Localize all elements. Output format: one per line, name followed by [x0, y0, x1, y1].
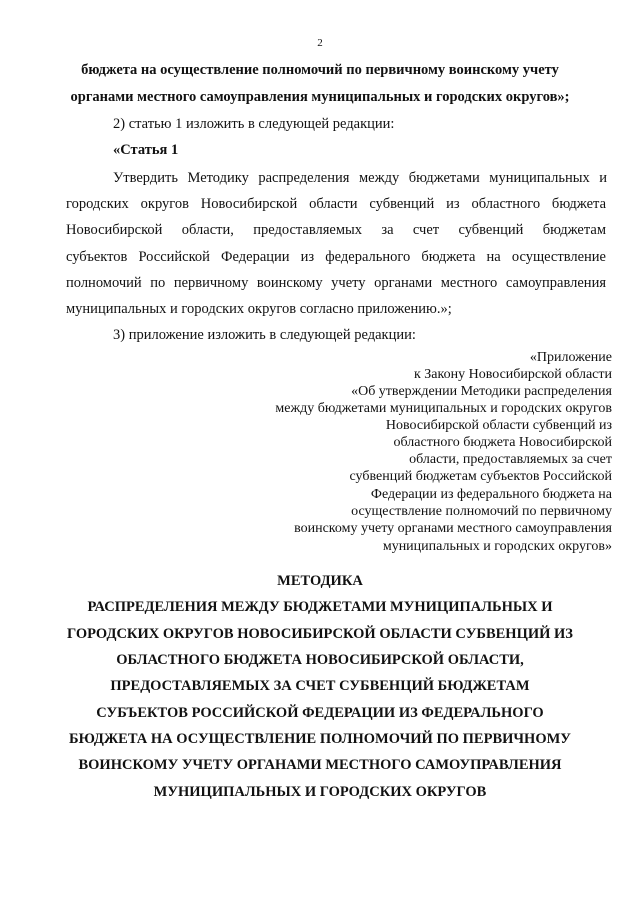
intro-line: органами местного самоуправления муниципальных и городских округов»; — [70, 89, 570, 105]
appendix-line: воинскому учету органами местного самоуправления — [294, 521, 612, 536]
method-subtitle-line: ПРЕДОСТАВЛЯЕМЫХ ЗА СЧЕТ СУБВЕНЦИЙ БЮДЖЕТАМ — [110, 678, 530, 694]
appendix-line: субвенций бюджетам субъектов Российской — [349, 469, 612, 484]
item-2-text: 2) статью 1 изложить в следующей редакции: — [113, 116, 395, 132]
appendix-line: областного бюджета Новосибирской — [393, 435, 612, 450]
method-title: МЕТОДИКА — [277, 573, 363, 589]
item-3-text: 3) приложение изложить в следующей редакции: — [113, 327, 416, 343]
article-line: полномочий по первичному воинскому учету органами местного самоуправления — [66, 275, 606, 291]
appendix-line: «Об утверждении Методики распределения — [351, 384, 612, 399]
appendix-line: муниципальных и городских округов» — [382, 539, 612, 554]
method-subtitle-line: МУНИЦИПАЛЬНЫХ И ГОРОДСКИХ ОКРУГОВ — [153, 784, 487, 800]
article-line: Утвердить Методику распределения между бюджетами муниципальных и — [113, 170, 607, 186]
article-line: субъектов Российской Федерации из федерального бюджета на осуществление — [66, 249, 606, 265]
article-line: городских округов Новосибирской области субвенций из областного бюджета — [66, 196, 606, 212]
appendix-line: Новосибирской области субвенций из — [385, 418, 612, 433]
page-number: 2 — [317, 37, 323, 49]
method-subtitle-line: СУБЪЕКТОВ РОССИЙСКОЙ ФЕДЕРАЦИИ ИЗ ФЕДЕРАЛЬНОГО — [96, 705, 544, 721]
article-heading: «Статья 1 — [113, 142, 179, 158]
method-subtitle-line: БЮДЖЕТА НА ОСУЩЕСТВЛЕНИЕ ПОЛНОМОЧИЙ ПО ПЕРВИЧНОМУ — [69, 731, 571, 747]
article-line: Новосибирской области, предоставляемых за счет субвенций бюджетам — [66, 222, 606, 238]
intro-line: бюджета на осуществление полномочий по первичному воинскому учету — [81, 62, 559, 78]
method-subtitle-line: ГОРОДСКИХ ОКРУГОВ НОВОСИБИРСКОЙ ОБЛАСТИ СУБВЕНЦИЙ ИЗ — [67, 626, 573, 642]
method-subtitle-line: РАСПРЕДЕЛЕНИЯ МЕЖДУ БЮДЖЕТАМИ МУНИЦИПАЛЬНЫХ И — [87, 599, 553, 615]
appendix-line: между бюджетами муниципальных и городских округов — [275, 401, 612, 416]
method-subtitle-line: ВОИНСКОМУ УЧЕТУ ОРГАНАМИ МЕСТНОГО САМОУПРАВЛЕНИЯ — [78, 757, 562, 773]
appendix-line: «Приложение — [529, 350, 612, 365]
method-subtitle-line: ОБЛАСТНОГО БЮДЖЕТА НОВОСИБИРСКОЙ ОБЛАСТИ, — [116, 652, 524, 668]
article-line: муниципальных и городских округов согласно приложению.»; — [66, 301, 452, 317]
appendix-line: осуществление полномочий по первичному — [351, 504, 612, 519]
appendix-line: области, предоставляемых за счет — [409, 452, 612, 467]
appendix-line: Федерации из федерального бюджета на — [370, 487, 612, 502]
appendix-line: к Закону Новосибирской области — [413, 367, 612, 382]
